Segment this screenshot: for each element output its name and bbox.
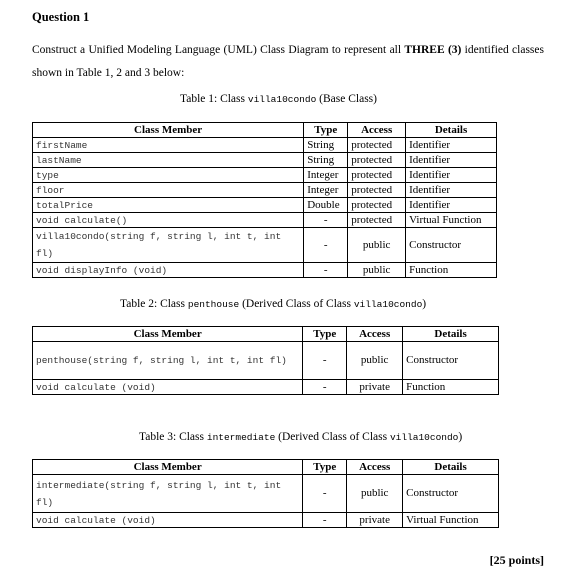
table3-caption-class: intermediate bbox=[206, 432, 276, 443]
table2-header-member: Class Member bbox=[33, 327, 303, 342]
intro-text-2: identified classes shown in Table 1, 2 and 3 below: bbox=[32, 44, 544, 79]
table-row bbox=[33, 380, 499, 395]
points-label: [25 points] bbox=[489, 553, 544, 567]
table3-caption-suffix: ) bbox=[458, 431, 463, 443]
access-cell: protected bbox=[348, 153, 406, 168]
table1-caption-class: villa10condo bbox=[247, 94, 317, 105]
type-cell: - bbox=[303, 475, 347, 513]
table3-header-access: Access bbox=[347, 460, 403, 475]
details-cell: Identifier bbox=[406, 198, 497, 213]
intro-text-1: Construct a Unified Modeling Language (UML) Class Diagram to represent all bbox=[32, 44, 405, 56]
table3-caption-middle: (Derived Class of Class bbox=[275, 431, 390, 443]
table1-caption bbox=[180, 93, 377, 105]
details-cell: Function bbox=[406, 263, 497, 278]
table2-caption-class: penthouse bbox=[187, 299, 240, 310]
table1-header-type: Type bbox=[304, 123, 348, 138]
access-cell: private bbox=[347, 513, 403, 528]
details-cell: Identifier bbox=[406, 183, 497, 198]
type-cell: - bbox=[303, 380, 347, 395]
member-cell: lastName bbox=[33, 153, 304, 168]
details-cell: Identifier bbox=[406, 168, 497, 183]
table-row bbox=[33, 138, 497, 153]
details-cell: Constructor bbox=[406, 228, 497, 263]
table2-header-type: Type bbox=[303, 327, 347, 342]
type-cell: - bbox=[303, 513, 347, 528]
table-row bbox=[33, 213, 497, 228]
type-cell: - bbox=[304, 213, 348, 228]
member-cell: void calculate (void) bbox=[33, 380, 303, 395]
table-row bbox=[33, 168, 497, 183]
access-cell: protected bbox=[348, 213, 406, 228]
table-row bbox=[33, 475, 499, 513]
member-cell: floor bbox=[33, 183, 304, 198]
table1-header-member: Class Member bbox=[33, 123, 304, 138]
table-row bbox=[33, 513, 499, 528]
table3-header-details: Details bbox=[403, 460, 499, 475]
table3-caption-base-class: villa10condo bbox=[389, 432, 459, 443]
table1-header-access: Access bbox=[348, 123, 406, 138]
member-cell: villa10condo(string f, string l, int t, int fl) bbox=[33, 228, 304, 263]
details-cell: Virtual Function bbox=[403, 513, 499, 528]
table-row bbox=[33, 342, 499, 380]
table-row bbox=[33, 228, 497, 263]
details-cell: Virtual Function bbox=[406, 213, 497, 228]
member-cell: type bbox=[33, 168, 304, 183]
access-cell: public bbox=[348, 228, 406, 263]
table3-derived-class bbox=[32, 459, 499, 528]
type-cell: String bbox=[304, 153, 348, 168]
access-cell: protected bbox=[348, 168, 406, 183]
type-cell: Double bbox=[304, 198, 348, 213]
member-cell: totalPrice bbox=[33, 198, 304, 213]
access-cell: protected bbox=[348, 198, 406, 213]
member-cell: void calculate() bbox=[33, 213, 304, 228]
table3-caption bbox=[139, 431, 462, 443]
details-cell: Constructor bbox=[403, 342, 499, 380]
intro-bold-count: THREE (3) bbox=[404, 44, 462, 56]
member-cell: firstName bbox=[33, 138, 304, 153]
table-row bbox=[33, 263, 497, 278]
table2-header-details: Details bbox=[403, 327, 499, 342]
table-row bbox=[33, 183, 497, 198]
access-cell: public bbox=[347, 342, 403, 380]
table3-header-type: Type bbox=[303, 460, 347, 475]
table2-caption-prefix: Table 2: Class bbox=[120, 298, 188, 310]
table2-caption-suffix: ) bbox=[422, 298, 427, 310]
table1-caption-suffix: (Base Class) bbox=[316, 93, 377, 105]
member-cell: penthouse(string f, string l, int t, int fl) bbox=[33, 342, 303, 380]
type-cell: String bbox=[304, 138, 348, 153]
type-cell: - bbox=[304, 263, 348, 278]
type-cell: - bbox=[304, 228, 348, 263]
question-title: Question 1 bbox=[32, 10, 90, 24]
access-cell: public bbox=[347, 475, 403, 513]
table1-header-details: Details bbox=[406, 123, 497, 138]
member-cell: intermediate(string f, string l, int t, int fl) bbox=[33, 475, 303, 513]
table2-derived-class bbox=[32, 326, 499, 395]
details-cell: Identifier bbox=[406, 153, 497, 168]
details-cell: Identifier bbox=[406, 138, 497, 153]
access-cell: protected bbox=[348, 183, 406, 198]
details-cell: Function bbox=[403, 380, 499, 395]
member-cell: void calculate (void) bbox=[33, 513, 303, 528]
table2-caption-base-class: villa10condo bbox=[353, 299, 423, 310]
type-cell: Integer bbox=[304, 168, 348, 183]
table1-base-class bbox=[32, 122, 497, 278]
access-cell: public bbox=[348, 263, 406, 278]
type-cell: - bbox=[303, 342, 347, 380]
member-cell: void displayInfo (void) bbox=[33, 263, 304, 278]
question-instructions bbox=[32, 39, 544, 85]
table2-caption-middle: (Derived Class of Class bbox=[239, 298, 354, 310]
table-row bbox=[33, 198, 497, 213]
table1-caption-prefix: Table 1: Class bbox=[180, 93, 248, 105]
table2-caption bbox=[120, 298, 426, 310]
access-cell: protected bbox=[348, 138, 406, 153]
type-cell: Integer bbox=[304, 183, 348, 198]
details-cell: Constructor bbox=[403, 475, 499, 513]
table3-header-member: Class Member bbox=[33, 460, 303, 475]
table3-caption-prefix: Table 3: Class bbox=[139, 431, 207, 443]
table2-header-access: Access bbox=[347, 327, 403, 342]
table-row bbox=[33, 153, 497, 168]
access-cell: private bbox=[347, 380, 403, 395]
